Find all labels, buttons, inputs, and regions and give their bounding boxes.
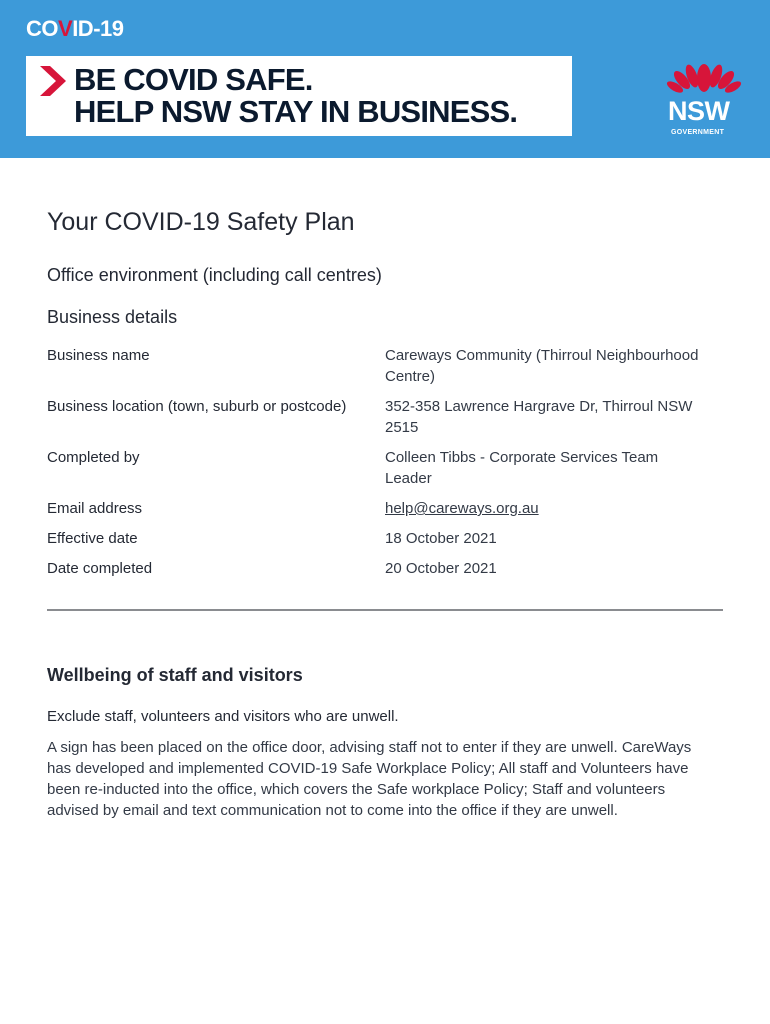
business-details-heading: Business details xyxy=(47,307,178,327)
page-subtitle: Office environment (including call centres) xyxy=(47,265,382,285)
detail-value: 20 October 2021 xyxy=(385,560,497,577)
nsw-wordmark: NSW xyxy=(668,96,730,126)
detail-label: Completed by xyxy=(47,449,140,466)
exclude-instruction: Exclude staff, volunteers and visitors who are unwell. xyxy=(47,708,399,725)
wellbeing-body-text: A sign has been placed on the office door, advising staff not to enter if they are unwell. CareWays has developed and implemented COVID-19 Safe Workplace Policy; All staff and Volunteers have been re-inducted into the office, which covers the Safe workplace Policy; Staff and volunteers advised by email and text communication not to come into the office if they are unwell. xyxy=(47,739,692,819)
covid-tag-v: V xyxy=(58,16,73,41)
detail-label: Business name xyxy=(47,347,150,364)
page-title: Your COVID-19 Safety Plan xyxy=(47,208,355,236)
slogan-line-2: HELP NSW STAY IN BUSINESS. xyxy=(74,94,518,129)
covid-tag-prefix: CO xyxy=(26,16,58,41)
detail-label: Business location (town, suburb or postcode) xyxy=(47,398,347,415)
slogan-line-1: BE COVID SAFE. xyxy=(74,62,313,97)
wellbeing-heading: Wellbeing of staff and visitors xyxy=(47,665,303,685)
detail-value: 352-358 Lawrence Hargrave Dr, Thirroul NSW 2515 xyxy=(385,398,693,436)
detail-value: 18 October 2021 xyxy=(385,530,497,547)
government-wordmark: GOVERNMENT xyxy=(671,129,725,136)
detail-label: Date completed xyxy=(47,560,153,577)
header-banner xyxy=(0,0,770,158)
chevron-right-icon xyxy=(40,66,66,96)
covid-tag-suffix: ID-19 xyxy=(72,16,124,41)
detail-value: Careways Community (Thirroul Neighbourhood Centre) xyxy=(385,347,699,385)
detail-label: Email address xyxy=(47,500,143,517)
detail-value: Colleen Tibbs - Corporate Services Team Leader xyxy=(385,449,659,487)
section-divider xyxy=(47,609,723,611)
covid-19-tag xyxy=(26,16,123,42)
detail-label: Effective date xyxy=(47,530,138,547)
email-link[interactable]: help@careways.org.au xyxy=(385,500,539,517)
slogan-box xyxy=(26,56,572,136)
